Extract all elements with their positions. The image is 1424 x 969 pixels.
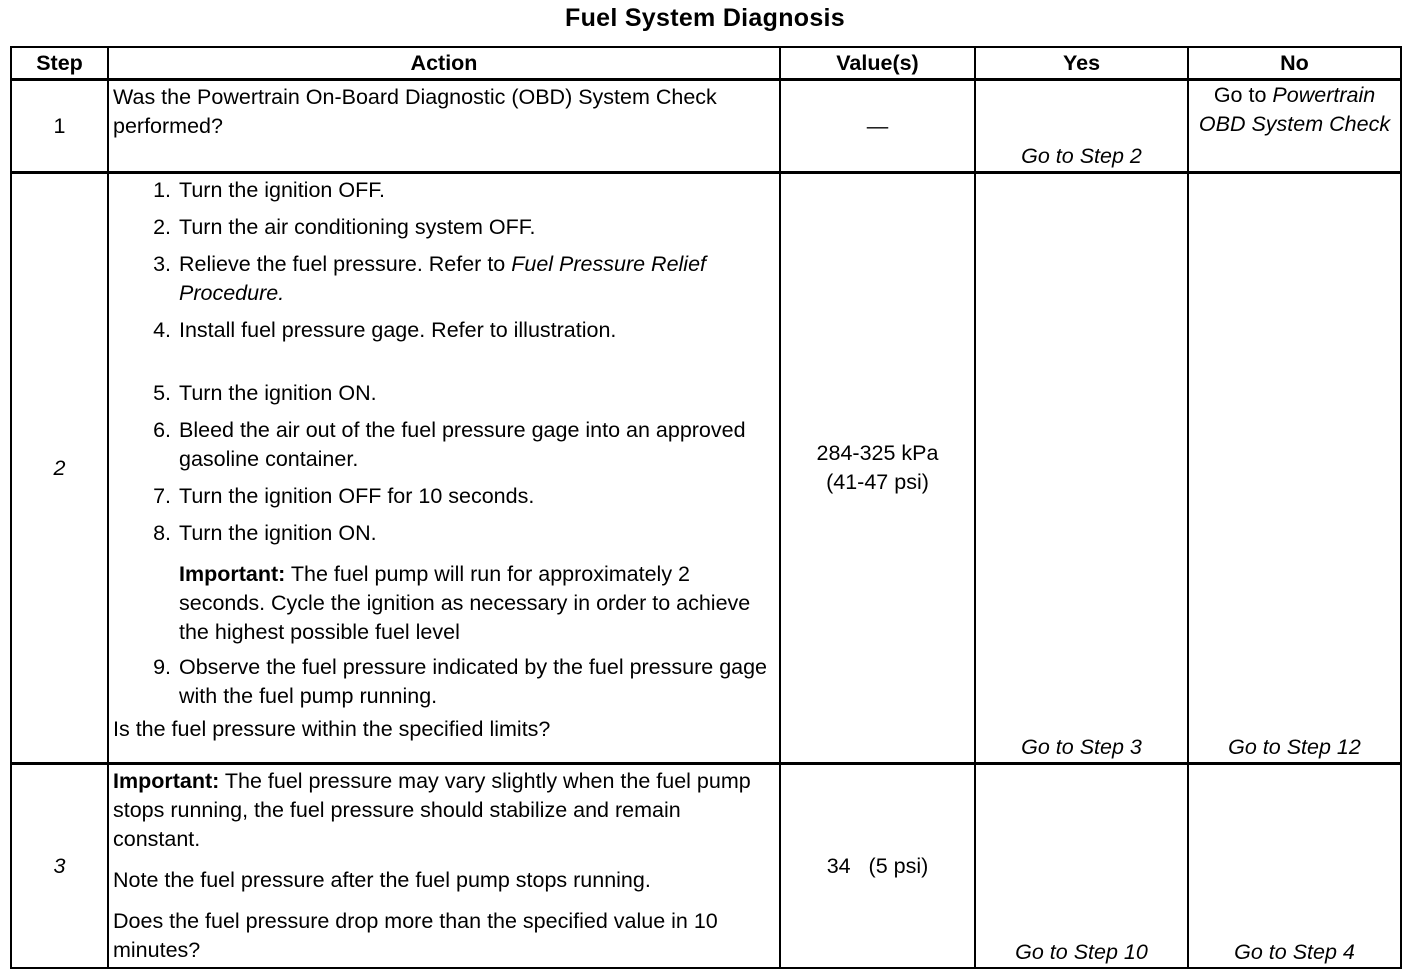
value-text: — [780,80,975,173]
header-step: Step [11,47,108,80]
page-title: Fuel System Diagnosis [565,4,845,32]
list-number: 5. [153,381,171,405]
list-number: 8. [153,521,171,545]
list-item [113,416,773,474]
table-row [11,173,1401,764]
step-number: 1 [11,80,108,173]
important-note [113,560,773,647]
list-item [113,316,773,345]
yes-goto-link[interactable]: Go to Step 3 [975,173,1188,764]
table-header-row [11,47,1401,80]
no-goto-link[interactable]: Go to Step 4 [1188,764,1401,969]
header-no: No [1188,47,1401,80]
list-number: 2. [153,215,171,239]
yes-goto-link[interactable]: Go to Step 10 [975,764,1188,969]
header-action: Action [108,47,780,80]
list-item [113,176,773,205]
value-pressure-kpa: 284-325 kPa [816,441,939,465]
value-pressure-psi: (41-47 psi) [826,470,929,494]
action-note: Note the fuel pressure after the fuel pump stops running. [113,868,651,892]
procedure-reference-link[interactable]: Fuel Pressure Relief Procedure. [179,252,707,305]
table-row [11,764,1401,969]
action-text: Was the Powertrain On-Board Diagnostic (OBD) System Check performed? [108,80,780,173]
action-question: Is the fuel pressure within the specified limits? [113,717,551,741]
list-item [113,379,773,408]
list-item [113,213,773,242]
list-item [113,482,773,511]
action-cell [108,764,780,969]
list-number: 9. [153,655,171,679]
important-label: Important: [179,562,286,586]
list-number: 4. [153,318,171,342]
procedure-list [113,653,773,711]
no-goto-link[interactable]: Go to Step 12 [1188,173,1401,764]
table-row [11,80,1401,173]
no-goto-prefix: Go to [1213,83,1267,107]
list-text: Install fuel pressure gage. Refer to illustration. [179,318,617,342]
important-note [113,767,773,854]
list-text: Relieve the fuel pressure. Refer to [179,252,506,276]
list-text: Turn the ignition OFF. [179,178,385,202]
diagnosis-table [10,46,1402,969]
list-text: Observe the fuel pressure indicated by the fuel pressure gage with the fuel pump running. [179,655,768,708]
list-number: 1. [153,178,171,202]
important-text: The fuel pressure may vary slightly when the fuel pump stops running, the fuel pressure should stabilize and remain constant. [113,769,751,851]
list-number: 7. [153,484,171,508]
no-goto-link[interactable] [1188,80,1401,173]
value-cell [780,173,975,764]
list-text: Turn the ignition OFF for 10 seconds. [179,484,535,508]
list-text: Bleed the air out of the fuel pressure gage into an approved gasoline container. [179,418,746,471]
header-values: Value(s) [780,47,975,80]
no-goto-target: Powertrain OBD System Check [1198,83,1391,136]
list-item [113,250,773,308]
list-text: Turn the air conditioning system OFF. [179,215,536,239]
list-number: 6. [153,418,171,442]
list-text: Turn the ignition ON. [179,381,377,405]
important-text: The fuel pump will run for approximately 2 seconds. Cycle the ignition as necessary in order to achieve the highest possible fuel level [179,562,751,644]
yes-goto-link[interactable]: Go to Step 2 [975,80,1188,173]
list-item [113,519,773,548]
value-text: 34 (5 psi) [780,764,975,969]
action-cell [108,173,780,764]
procedure-list [113,176,773,548]
list-number: 3. [153,252,171,276]
list-item [113,653,773,711]
important-label: Important: [113,769,220,793]
list-text: Turn the ignition ON. [179,521,377,545]
step-number: 2 [11,173,108,764]
header-yes: Yes [975,47,1188,80]
action-question: Does the fuel pressure drop more than the specified value in 10 minutes? [113,909,718,962]
step-number: 3 [11,764,108,969]
